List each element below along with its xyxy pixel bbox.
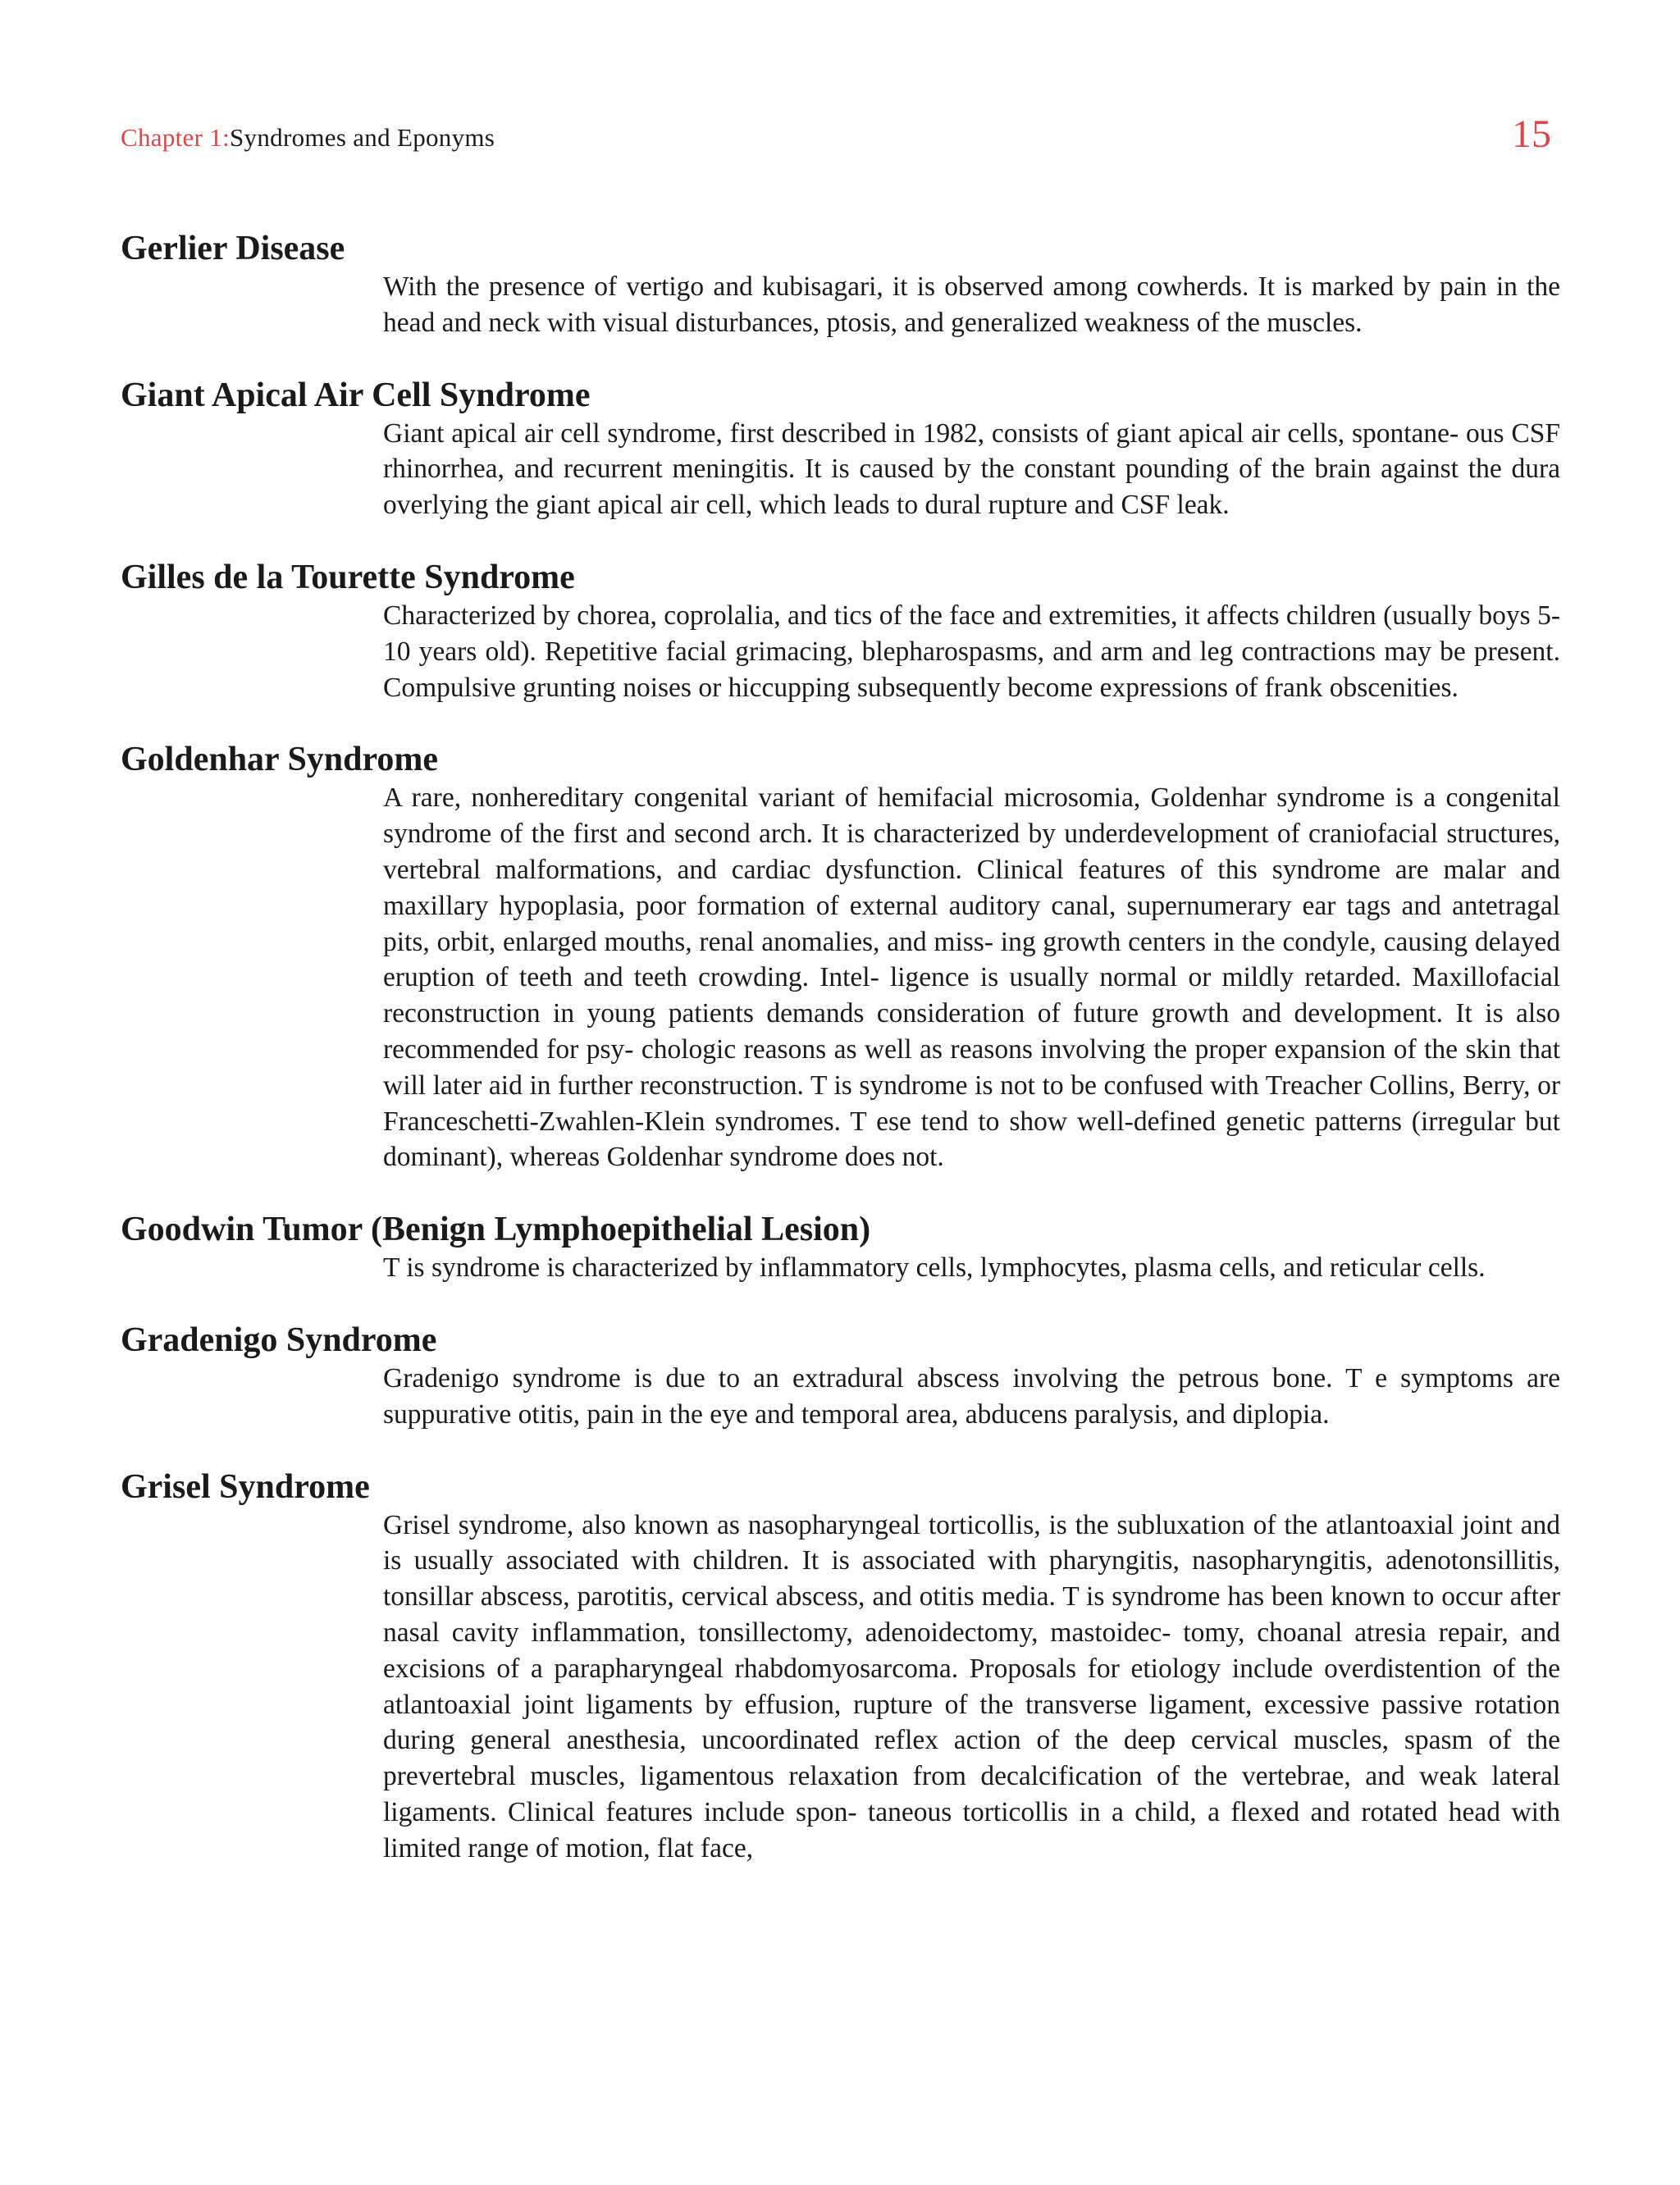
entry-body: With the presence of vertigo and kubisagari, it is observed among cowherds. It is marked by pain in the head and neck with visual disturbances, ptosis, and generalized weakness of the muscles.	[383, 271, 1560, 338]
running-head	[121, 123, 495, 153]
entry-goodwin-tumor	[121, 1209, 1560, 1286]
entry-giant-apical-air-cell-syndrome	[121, 375, 1560, 523]
entry-title: Goodwin Tumor (Benign Lymphoepithelial Lesion)	[121, 1211, 871, 1249]
entry-title: Grisel Syndrome	[121, 1467, 370, 1506]
entry-gerlier-disease	[121, 228, 1560, 341]
entry-gradenigo-syndrome	[121, 1320, 1560, 1433]
entry-title: Giant Apical Air Cell Syndrome	[121, 376, 591, 414]
entry-body: A rare, nonhereditary congenital variant of hemifacial microsomia, Goldenhar syndrome is a congenital syndrome of the first and second arch. It is characterized by underdevelopment of craniofacial structures, vertebral malformations, and cardiac dysfunction. Clinical features of this syndrome are malar and maxillary hypoplasia, poor formation of external auditory canal, supernumerary ear tags and antetragal pits, orbit, enlarged mouths, renal anomalies, and miss- ing growth centers in the condyle, causing delayed eruption of teeth and teeth crowding. Intel- ligence is usually normal or mildly retarded. Maxillofacial reconstruction in young patients demands consideration of future growth and development. It is also recommended for psy- chologic reasons as well as reasons involving the proper expansion of the skin that will later aid in further reconstruction. T is syndrome is not to be confused with Treacher Collins, Berry, or Franceschetti-Zwahlen-Klein syndromes. T ese tend to show well-defined genetic patterns (irregular but dominant), whereas Goldenhar syndrome does not.	[383, 782, 1560, 1173]
entry-gilles-de-la-tourette-syndrome	[121, 557, 1560, 705]
entry-body: Characterized by chorea, coprolalia, and tics of the face and extremities, it affects children (usually boys 5-10 years old). Repetitive facial grimacing, blepharospasms, and arm and leg contractions may be present. Compulsive grunting noises or hiccupping subsequently become expressions of frank obscenities.	[383, 600, 1560, 703]
entry-body: Gradenigo syndrome is due to an extradural abscess involving the petrous bone. T e symptoms are suppurative otitis, pain in the eye and temporal area, abducens paralysis, and diplopia.	[383, 1362, 1560, 1430]
entry-grisel-syndrome	[121, 1467, 1560, 1867]
entry-body: T is syndrome is characterized by inflammatory cells, lymphocytes, plasma cells, and reticular cells.	[383, 1252, 1486, 1284]
entry-title: Gerlier Disease	[121, 230, 345, 267]
entry-list	[121, 228, 1560, 1900]
entry-body: Giant apical air cell syndrome, first described in 1982, consists of giant apical air cells, spontane- ous CSF rhinorrhea, and recurrent meningitis. It is caused by the constant pounding of the brain against the dura overlying the giant apical air cell, which leads to dural rupture and CSF leak.	[383, 417, 1560, 521]
entry-title: Gilles de la Tourette Syndrome	[121, 558, 575, 596]
chapter-title: Syndromes and Eponyms	[230, 123, 495, 152]
page-number: 15	[1512, 112, 1551, 156]
chapter-label: Chapter 1:	[121, 123, 230, 152]
entry-title: Gradenigo Syndrome	[121, 1321, 437, 1359]
entry-title: Goldenhar Syndrome	[121, 741, 439, 779]
entry-goldenhar-syndrome	[121, 739, 1560, 1175]
entry-body: Grisel syndrome, also known as nasopharyngeal torticollis, is the subluxation of the atlantoaxial joint and is usually associated with children. It is associated with pharyngitis, nasopharyngitis, adenotonsillitis, tonsillar abscess, parotitis, cervical abscess, and otitis media. T is syndrome has been known to occur after nasal cavity inflammation, tonsillectomy, adenoidectomy, mastoidec- tomy, choanal atresia repair, and excisions of a parapharyngeal rhabdomyosarcoma. Proposals for etiology include overdistention of the atlantoaxial joint ligaments by effusion, rupture of the transverse ligament, excessive passive rotation during general anesthesia, uncoordinated reflex action of the deep cervical muscles, spasm of the prevertebral muscles, ligamentous relaxation from decalcification of the vertebrae, and weak lateral ligaments. Clinical features include spon- taneous torticollis in a child, a flexed and rotated head with limited range of motion, flat face,	[383, 1509, 1560, 1863]
